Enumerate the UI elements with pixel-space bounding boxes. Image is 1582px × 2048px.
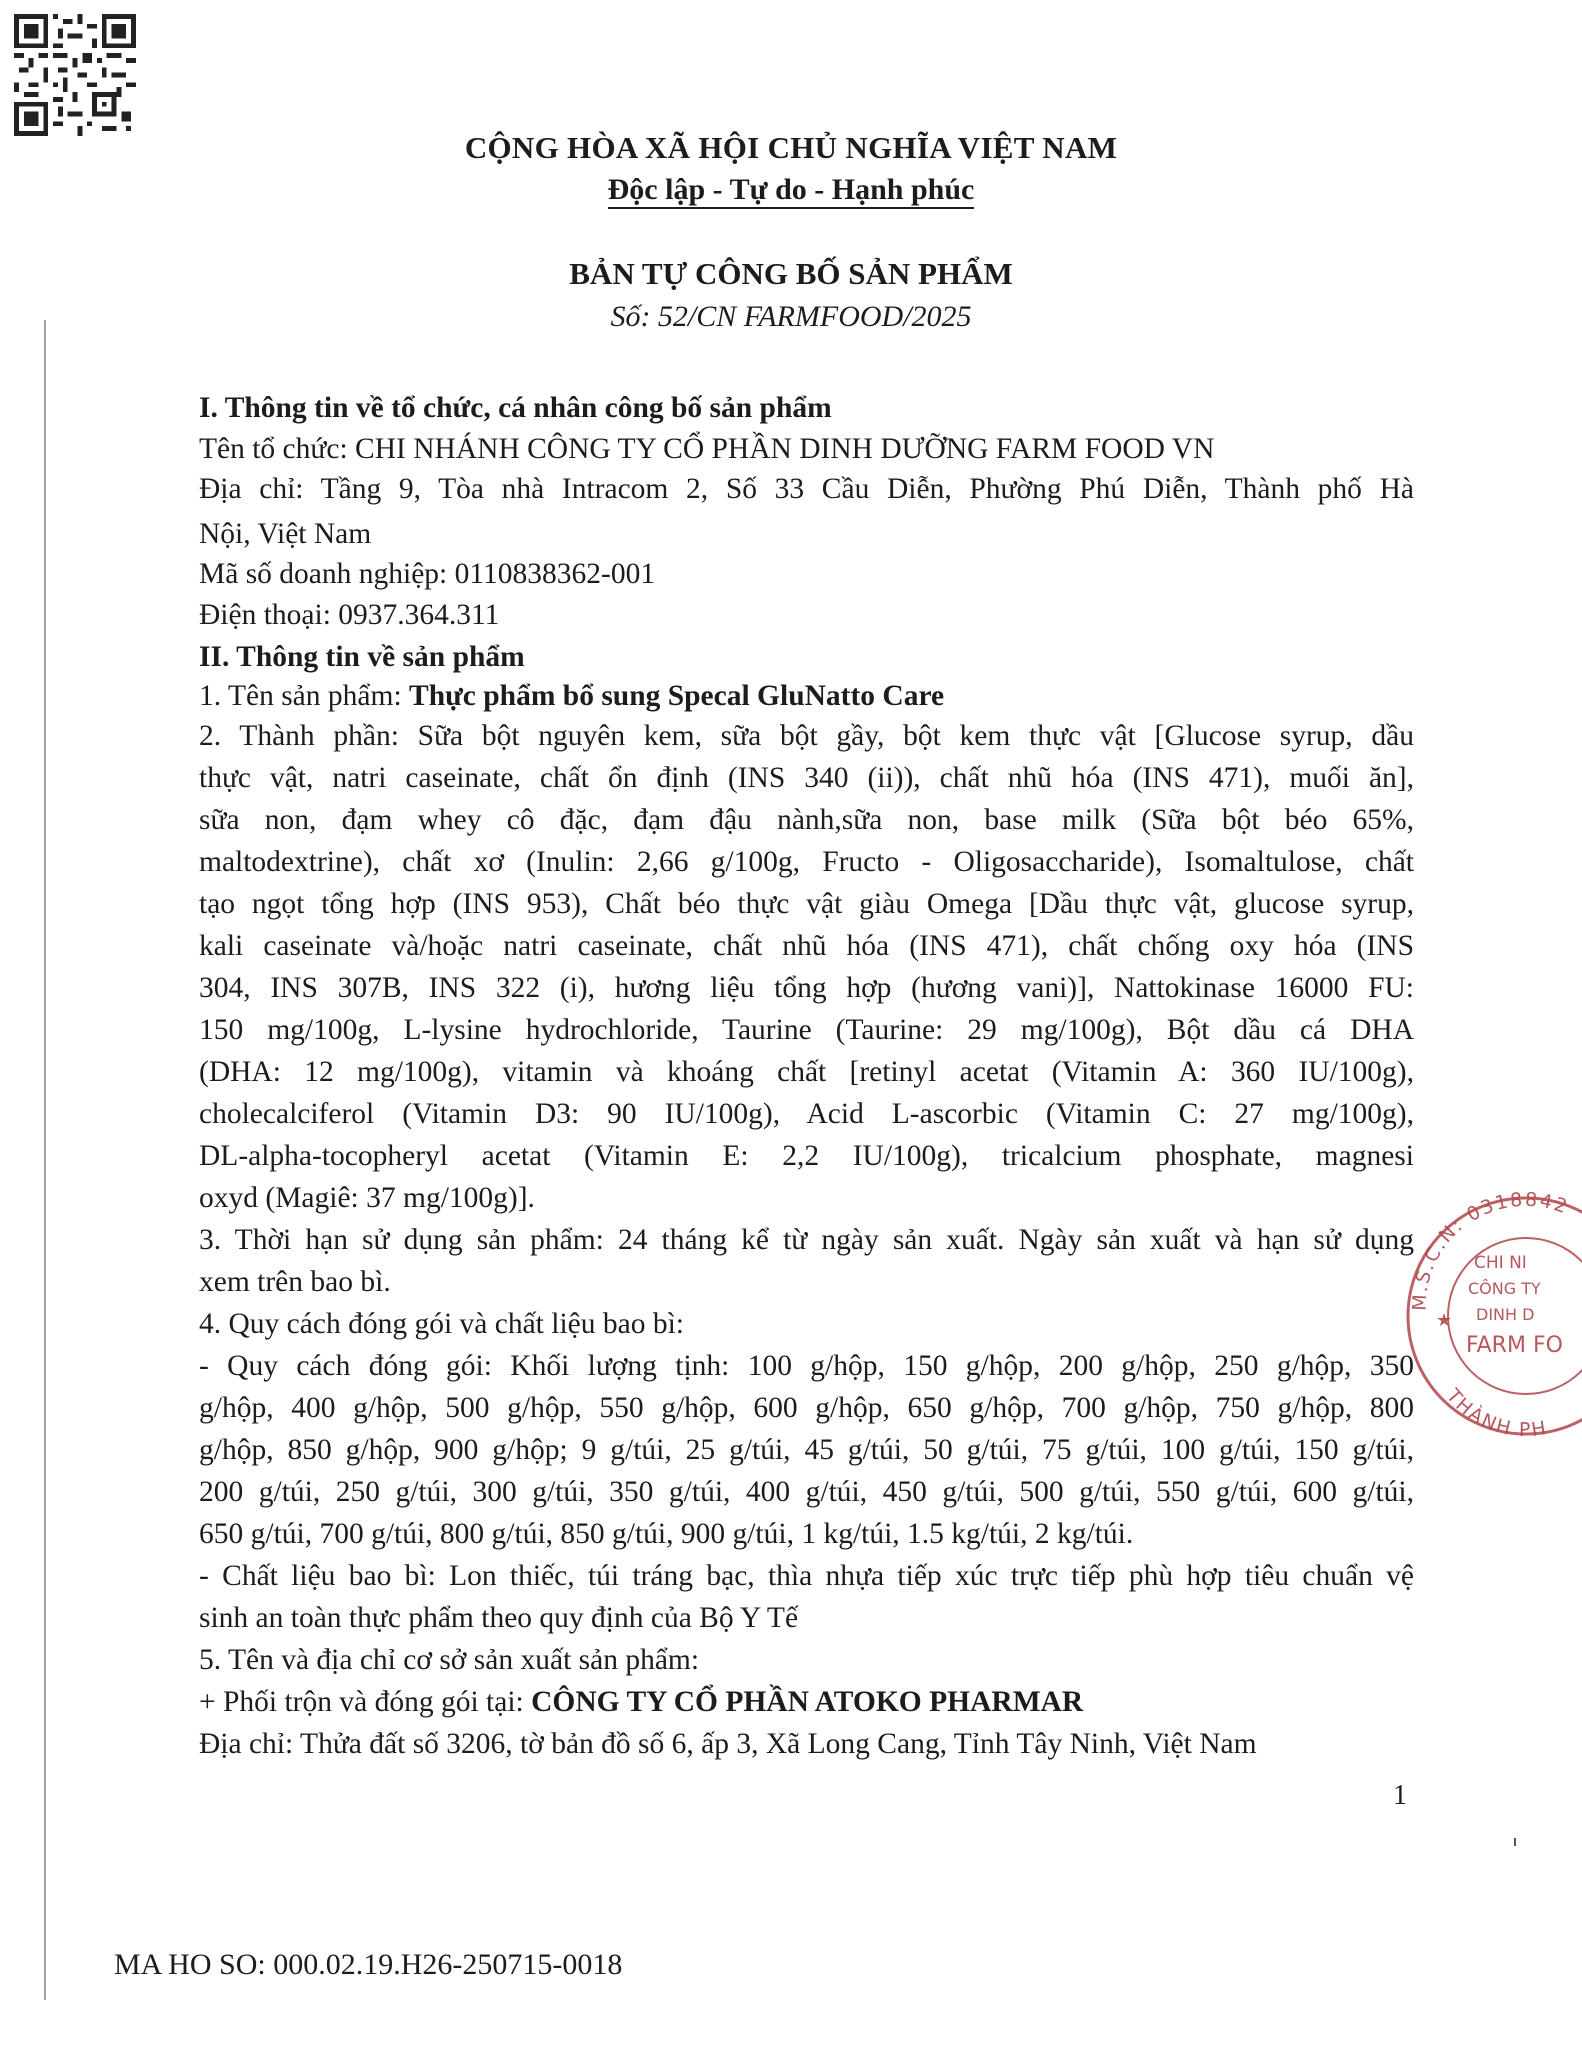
packaging-line: - Quy cách đóng gói: Khối lượng tịnh: 100 g/hộp, 150 g/hộp, 200 g/hộp, 250 g/hộp, 350 — [199, 1350, 1414, 1382]
shelf-life-line: xem trên bao bì. — [199, 1266, 391, 1298]
product-label: 1. Tên sản phẩm: — [199, 680, 410, 712]
ingredients-line: 2. Thành phần: Sữa bột nguyên kem, sữa bột gầy, bột kem thực vật [Glucose syrup, dầu — [199, 720, 1414, 752]
manufacturer-heading: 5. Tên và địa chỉ cơ sở sản xuất sản phẩm: — [199, 1644, 700, 1676]
ingredients-line: tạo ngọt tổng hợp (INS 953), Chất béo thực vật giàu Omega [Dầu thực vật, glucose syrup, — [199, 888, 1414, 920]
product-name-line — [199, 682, 944, 712]
packaging-line: 650 g/túi, 700 g/túi, 800 g/túi, 850 g/túi, 900 g/túi, 1 kg/túi, 1.5 kg/túi, 2 kg/túi. — [199, 1518, 1134, 1550]
motto-text: Độc lập - Tự do - Hạnh phúc — [608, 173, 975, 209]
stamp-line: CÔNG TY — [1468, 1279, 1541, 1298]
ingredients-line: thực vật, natri caseinate, chất ổn định (INS 340 (ii)), chất nhũ hóa (INS 471), muối ăn], — [199, 762, 1414, 794]
company-seal-stamp — [1386, 1176, 1582, 1446]
stamp-bottom-text: THÀNH PH — [1441, 1384, 1550, 1442]
section1-heading: I. Thông tin về tổ chức, cá nhân công bố sản phẩm — [199, 392, 832, 424]
qr-code — [14, 14, 136, 136]
ingredients-line: kali caseinate và/hoặc natri caseinate, chất nhũ hóa (INS 471), chất chống oxy hóa (INS — [199, 930, 1414, 962]
ingredients-line: oxyd (Magiê: 37 mg/100g)]. — [199, 1182, 535, 1214]
ingredients-line: 150 mg/100g, L-lysine hydrochloride, Taurine (Taurine: 29 mg/100g), Bột dầu cá DHA — [199, 1014, 1414, 1046]
material-line: sinh an toàn thực phẩm theo quy định của Bộ Y Tế — [199, 1602, 799, 1634]
ingredients-line: cholecalciferol (Vitamin D3: 90 IU/100g), Acid L-ascorbic (Vitamin C: 27 mg/100g), — [199, 1098, 1414, 1130]
packaging-heading: 4. Quy cách đóng gói và chất liệu bao bì: — [199, 1308, 684, 1340]
packaging-line: g/hộp, 850 g/hộp, 900 g/hộp; 9 g/túi, 25 g/túi, 45 g/túi, 50 g/túi, 75 g/túi, 100 g/túi, 150 g/túi, — [199, 1434, 1414, 1466]
document-title: BẢN TỰ CÔNG BỐ SẢN PHẨM — [569, 256, 1013, 291]
manufacturer-line — [199, 1688, 1083, 1718]
org-name: Tên tổ chức: CHI NHÁNH CÔNG TY CỔ PHẦN DINH DƯỠNG FARM FOOD VN — [199, 433, 1215, 465]
tax-code: Mã số doanh nghiệp: 0110838362-001 — [199, 558, 656, 590]
material-line: - Chất liệu bao bì: Lon thiếc, túi tráng bạc, thìa nhựa tiếp xúc trực tiếp phù hợp tiêu chuẩn vệ — [199, 1560, 1414, 1592]
country-header: CỘNG HÒA XÃ HỘI CHỦ NGHĨA VIỆT NAM — [464, 130, 1118, 165]
ingredients-line: 304, INS 307B, INS 322 (i), hương liệu tổng hợp (hương vani)], Nattokinase 16000 FU: — [199, 972, 1414, 1004]
manufacturer-address: Địa chỉ: Thửa đất số 3206, tờ bản đồ số 6, ấp 3, Xã Long Cang, Tỉnh Tây Ninh, Việt Nam — [199, 1728, 1257, 1760]
packaging-line: 200 g/túi, 250 g/túi, 300 g/túi, 350 g/túi, 400 g/túi, 450 g/túi, 500 g/túi, 550 g/túi, 600 g/túi, — [199, 1476, 1414, 1508]
manufacturer-label: + Phối trộn và đóng gói tại: — [199, 1686, 532, 1718]
ingredients-line: sữa non, đạm whey cô đặc, đạm đậu nành,sữa non, base milk (Sữa bột béo 65%, — [199, 804, 1414, 836]
ingredients-line: (DHA: 12 mg/100g), vitamin và khoáng chất [retinyl acetat (Vitamin A: 360 IU/100g), — [199, 1056, 1414, 1088]
packaging-line: g/hộp, 400 g/hộp, 500 g/hộp, 550 g/hộp, 600 g/hộp, 650 g/hộp, 700 g/hộp, 750 g/hộp, 800 — [199, 1392, 1414, 1424]
section2-heading: II. Thông tin về sản phẩm — [199, 641, 525, 673]
phone: Điện thoại: 0937.364.311 — [199, 599, 500, 631]
page-number: 1 — [1393, 1780, 1407, 1811]
manufacturer-name: CÔNG TY CỔ PHẦN ATOKO PHARMAR — [531, 1686, 1084, 1718]
org-address-line2: Nội, Việt Nam — [199, 518, 372, 550]
scan-mark — [1514, 1838, 1516, 1846]
product-name: Thực phẩm bổ sung Specal GluNatto Care — [409, 680, 945, 712]
stamp-line: DINH D — [1476, 1305, 1535, 1324]
ingredients-line: DL-alpha-tocopheryl acetat (Vitamin E: 2,2 IU/100g), tricalcium phosphate, magnesi — [199, 1140, 1414, 1172]
star-icon: ★ — [1436, 1310, 1453, 1331]
scan-margin-line — [44, 320, 46, 2000]
org-address-line1: Địa chỉ: Tầng 9, Tòa nhà Intracom 2, Số 33 Cầu Diễn, Phường Phú Diễn, Thành phố Hà — [199, 473, 1414, 505]
shelf-life-line: 3. Thời hạn sử dụng sản phẩm: 24 tháng kể từ ngày sản xuất. Ngày sản xuất và hạn sử dụng — [199, 1224, 1414, 1256]
footer-file-code: MA HO SO: 000.02.19.H26-250715-0018 — [114, 1948, 623, 1981]
stamp-ring-text: M.S.C.N: 0318842 — [1408, 1188, 1572, 1312]
stamp-line: FARM FO — [1466, 1333, 1563, 1358]
stamp-line: CHI NI — [1474, 1253, 1527, 1273]
ingredients-line: maltodextrine), chất xơ (Inulin: 2,66 g/100g, Fructo - Oligosaccharide), Isomaltulose, chất — [199, 846, 1414, 878]
motto — [0, 175, 1582, 205]
document-number: Số: 52/CN FARMFOOD/2025 — [610, 300, 972, 333]
